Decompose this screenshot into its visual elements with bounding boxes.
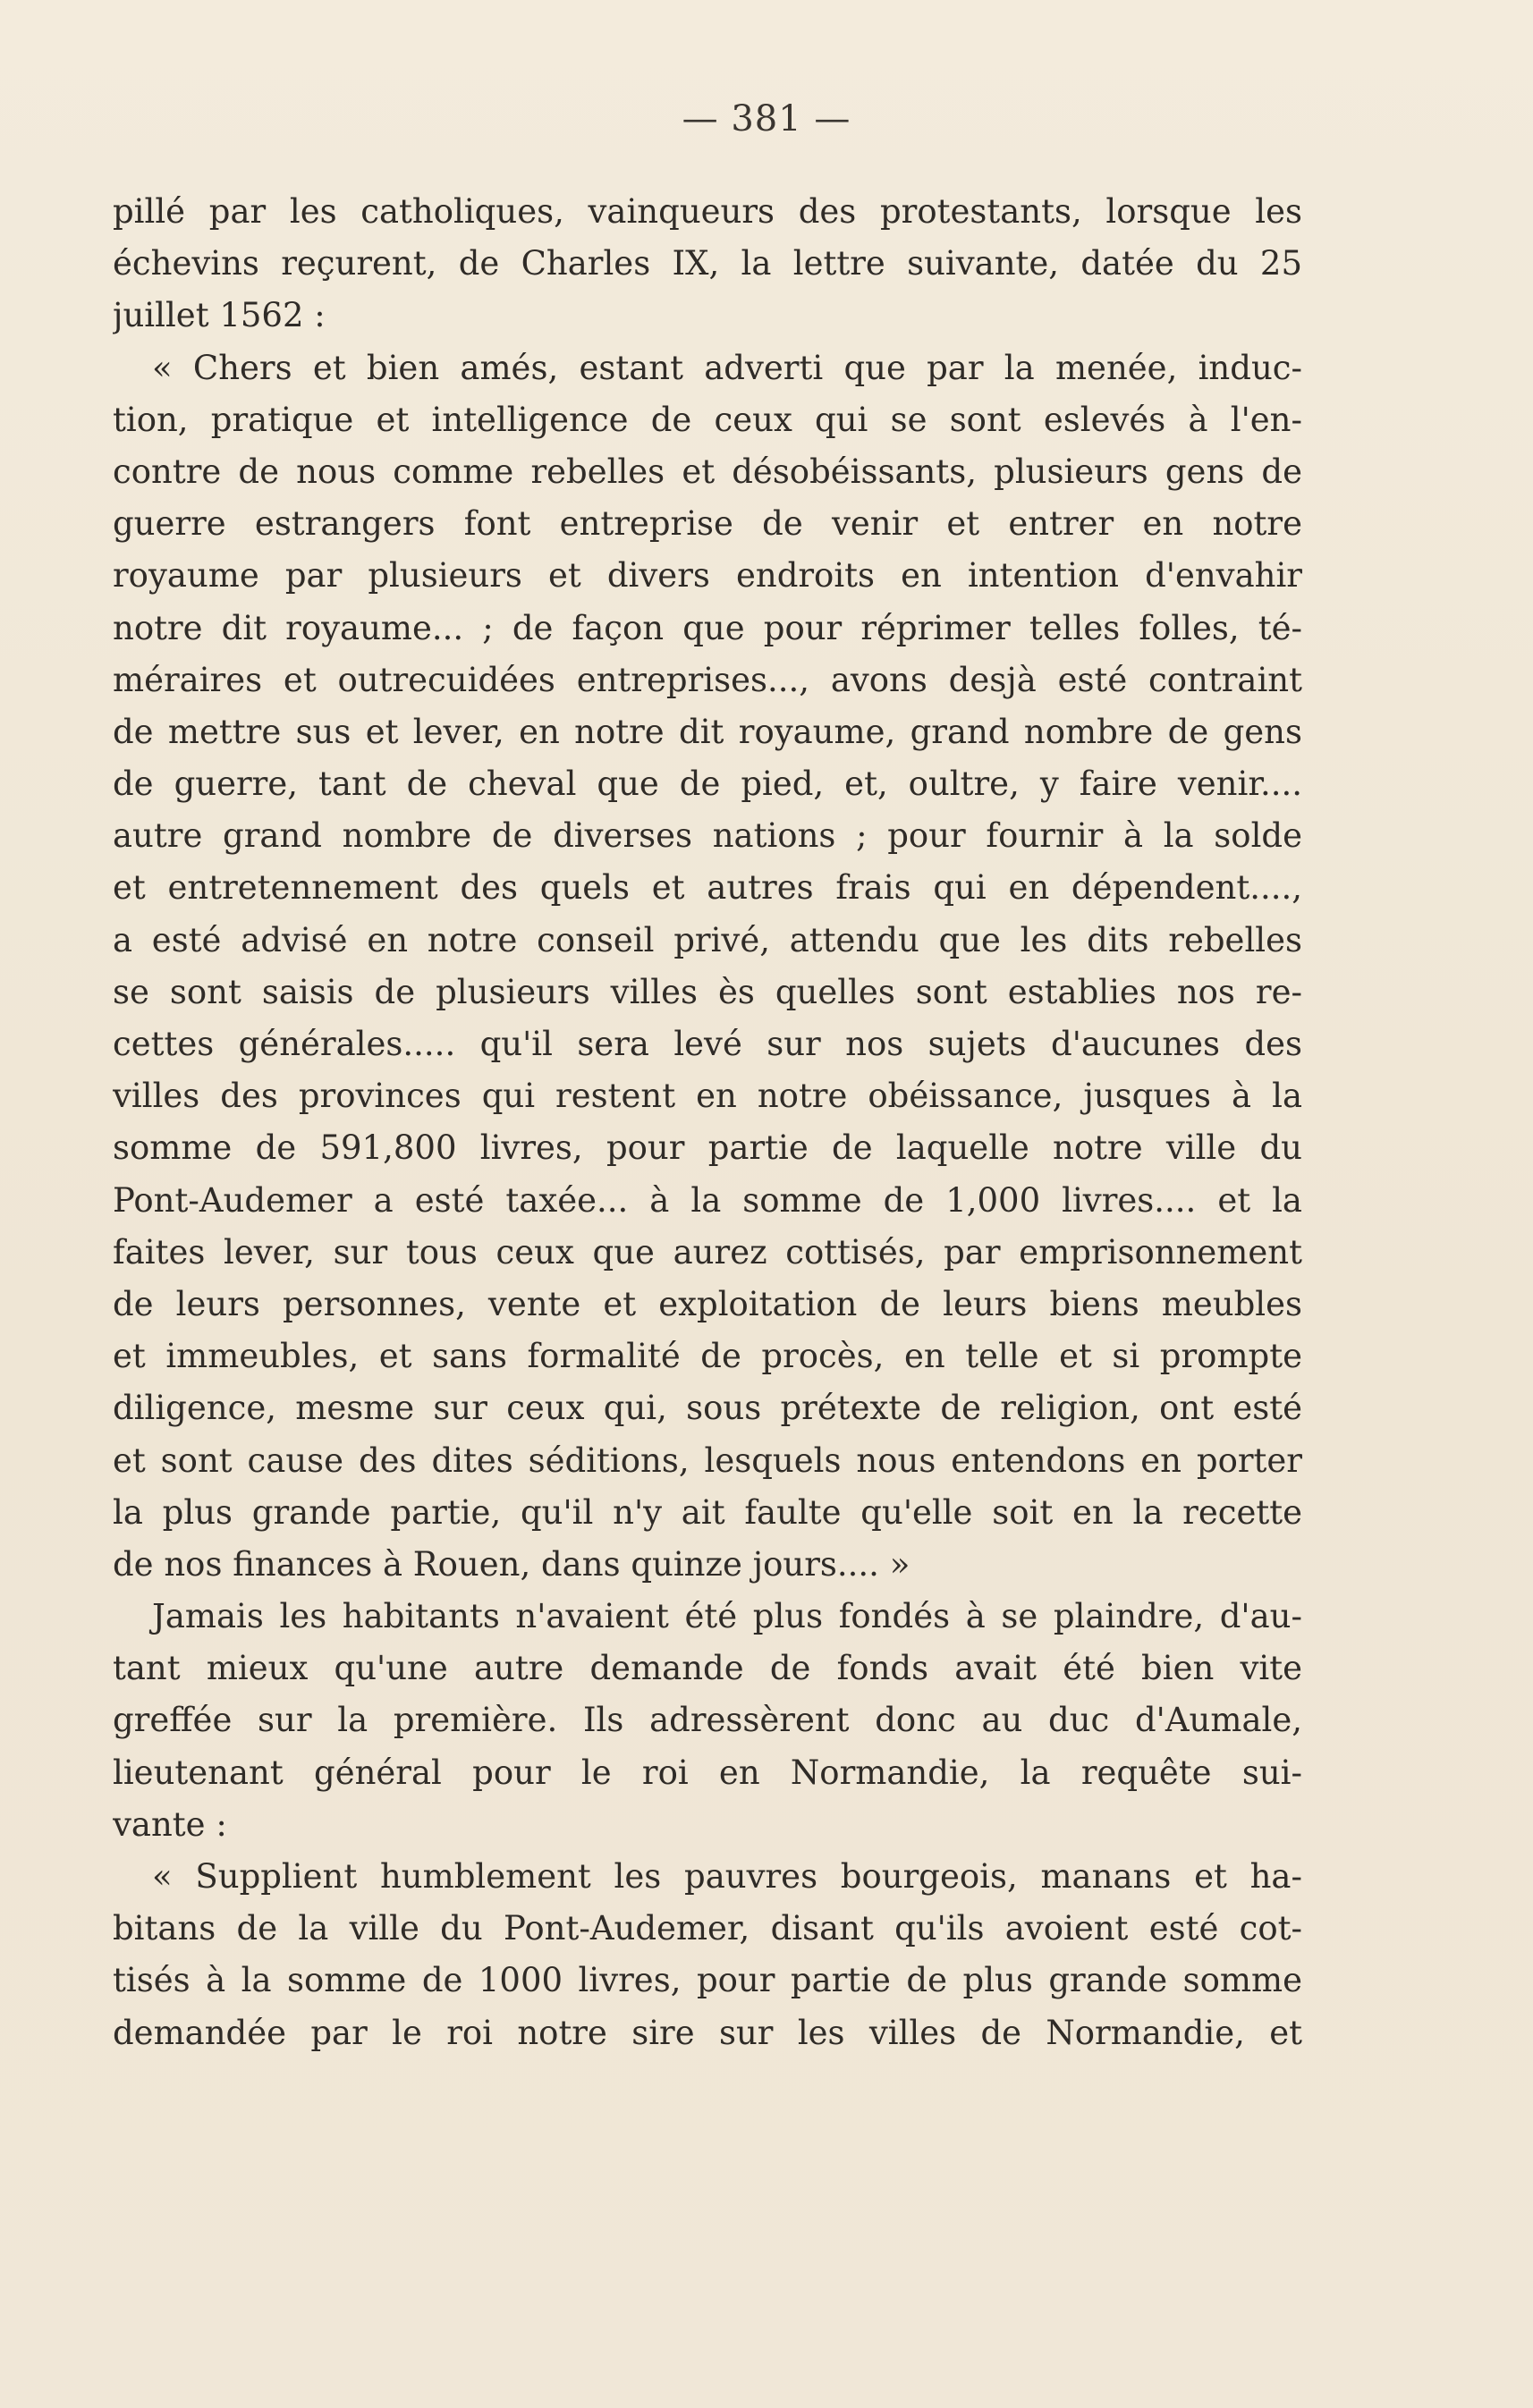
text-line: pillé par les catholiques, vainqueurs des protestants, lorsque les (113, 192, 1302, 231)
text-line: de guerre, tant de cheval que de pied, et, oultre, y faire venir.... (113, 765, 1302, 804)
text-line: se sont saisis de plusieurs villes ès quelles sont establies nos re- (113, 972, 1302, 1011)
text-line: tant mieux qu'une autre demande de fonds avait été bien vite (113, 1649, 1302, 1688)
text-line: bitans de la ville du Pont-Audemer, disant qu'ils avoient esté cot- (113, 1909, 1302, 1948)
text-line: tisés à la somme de 1000 livres, pour partie de plus grande somme (113, 1961, 1302, 2000)
text-line: et sont cause des dites séditions, lesquels nous entendons en porter (113, 1441, 1302, 1480)
text-line: cettes générales..... qu'il sera levé sur nos sujets d'aucunes des (113, 1025, 1302, 1063)
text-line: Pont-Audemer a esté taxée... à la somme de 1,000 livres.... et la (113, 1180, 1302, 1220)
text-line: somme de 591,800 livres, pour partie de laquelle notre ville du (113, 1128, 1302, 1168)
text-line: royaume par plusieurs et divers endroits en intention d'envahir (113, 556, 1302, 596)
text-line: contre de nous comme rebelles et désobéissants, plusieurs gens de (113, 452, 1302, 491)
text-line: guerre estrangers font entreprise de venir et entrer en notre (113, 504, 1302, 544)
text-line: demandée par le roi notre sire sur les villes de Normandie, et (113, 2013, 1302, 2052)
text-line: la plus grande partie, qu'il n'y ait faulte qu'elle soit en la recette (113, 1492, 1302, 1532)
text-line: villes des provinces qui restent en notre obéissance, jusques à la (113, 1077, 1302, 1116)
page-number: — 381 — (682, 98, 851, 139)
text-line: méraires et outrecuidées entreprises..., avons desjà esté contraint (113, 660, 1302, 699)
body-text (113, 186, 1302, 2059)
text-line: faites lever, sur tous ceux que aurez cottisés, par emprisonnement (113, 1232, 1302, 1272)
text-line: de leurs personnes, vente et exploitation de leurs biens meubles (113, 1284, 1302, 1323)
text-line: vante : (113, 1804, 227, 1844)
text-line: Jamais les habitants n'avaient été plus fondés à se plaindre, d'au- (152, 1597, 1302, 1636)
text-line: juillet 1562 : (113, 296, 326, 335)
text-line: échevins reçurent, de Charles IX, la lettre suivante, datée du 25 (113, 244, 1302, 283)
text-line: autre grand nombre de diverses nations ; pour fournir à la solde (113, 816, 1302, 856)
text-line: tion, pratique et intelligence de ceux qui se sont eslevés à l'en- (113, 400, 1302, 439)
text-line: de nos finances à Rouen, dans quinze jours.... » (113, 1544, 910, 1584)
text-line: et immeubles, et sans formalité de procès, en telle et si prompte (113, 1337, 1302, 1376)
text-line: diligence, mesme sur ceux qui, sous prétexte de religion, ont esté (113, 1389, 1302, 1428)
text-line: greffée sur la première. Ils adressèrent donc au duc d'Aumale, (113, 1701, 1302, 1740)
text-line: notre dit royaume... ; de façon que pour réprimer telles folles, té- (113, 608, 1302, 647)
text-line: de mettre sus et lever, en notre dit royaume, grand nombre de gens (113, 712, 1302, 751)
text-line: « Chers et bien amés, estant adverti que par la menée, induc- (152, 348, 1302, 387)
text-line: a esté advisé en notre conseil privé, attendu que les dits rebelles (113, 920, 1302, 959)
text-line: lieutenant général pour le roi en Normandie, la requête sui- (113, 1753, 1302, 1792)
text-line: « Supplient humblement les pauvres bourgeois, manans et ha- (152, 1857, 1302, 1896)
text-line: et entretennement des quels et autres frais qui en dépendent...., (113, 868, 1302, 908)
